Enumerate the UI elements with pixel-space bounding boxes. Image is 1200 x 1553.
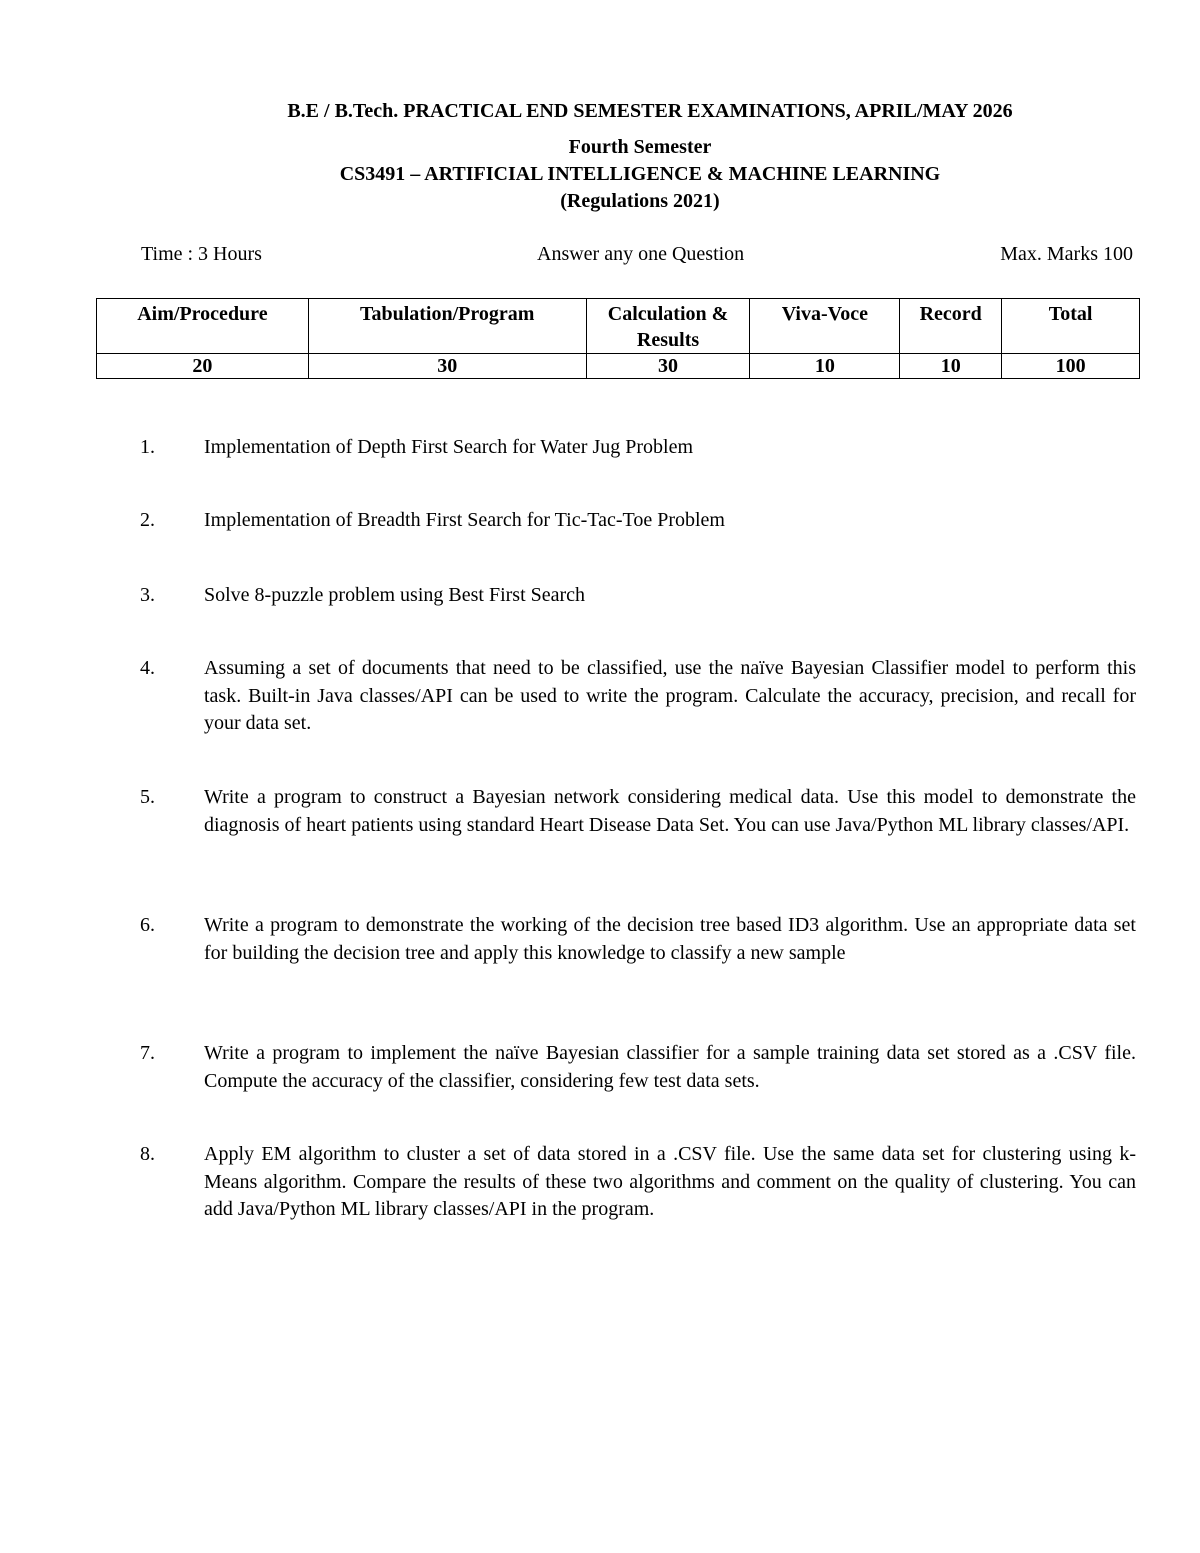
question-text: Write a program to implement the naïve Bayesian classifier for a sample training data set stored as a .CSV file. Compute the accuracy of the classifier, considering few test data sets. (204, 1042, 1136, 1092)
question-text: Solve 8-puzzle problem using Best First Search (204, 584, 586, 606)
course-heading: CS3491 – ARTIFICIAL INTELLIGENCE & MACHINE LEARNING (339, 163, 941, 185)
marks-header-cell: Viva-Voce (750, 299, 900, 354)
marks-value-cell: 20 (97, 354, 309, 379)
question-number: 7. (140, 1042, 155, 1064)
question-number: 1. (140, 436, 155, 458)
exam-duration: Time : 3 Hours (141, 243, 262, 265)
marks-header-row (97, 299, 1140, 354)
question-text: Assuming a set of documents that need to be classified, use the naïve Bayesian Classifier model to perform this task. Built-in Java classes/API can be used to write the program. Calculate the accuracy, precision, and recall for your data set. (204, 657, 1136, 734)
marks-header-cell: Aim/Procedure (97, 299, 309, 354)
marks-header-cell: Calculation & Results (586, 299, 750, 354)
marks-value-cell: 30 (586, 354, 750, 379)
question-text: Write a program to construct a Bayesian network considering medical data. Use this model to demonstrate the diagnosis of heart patients using standard Heart Disease Data Set. You can use Java/Python ML library classes/API. (204, 786, 1136, 836)
question-number: 8. (140, 1143, 155, 1165)
regulations-heading: (Regulations 2021) (560, 190, 720, 212)
marks-value-cell: 100 (1002, 354, 1140, 379)
question-number: 2. (140, 509, 155, 531)
marks-header-cell: Total (1002, 299, 1140, 354)
marks-header-cell: Tabulation/Program (308, 299, 586, 354)
question-text: Implementation of Breadth First Search for Tic-Tac-Toe Problem (204, 509, 725, 531)
marks-value-row (97, 354, 1140, 379)
question-number: 5. (140, 786, 155, 808)
exam-instruction: Answer any one Question (537, 243, 745, 265)
question-text: Apply EM algorithm to cluster a set of data stored in a .CSV file. Use the same data set for clustering using k-Means algorithm. Compare the results of these two algorithms and comment on the quality of clustering. You can add Java/Python ML library classes/API in the program. (204, 1143, 1136, 1220)
marks-distribution-table (96, 298, 1140, 379)
question-text: Implementation of Depth First Search for Water Jug Problem (204, 436, 694, 458)
marks-value-cell: 10 (900, 354, 1002, 379)
question-number: 6. (140, 914, 155, 936)
semester-heading: Fourth Semester (568, 136, 712, 158)
marks-value-cell: 10 (750, 354, 900, 379)
question-text: Write a program to demonstrate the working of the decision tree based ID3 algorithm. Use an appropriate data set for building the decision tree and apply this knowledge to classify a new sample (204, 914, 1136, 964)
max-marks: Max. Marks 100 (1000, 243, 1133, 265)
question-number: 4. (140, 657, 155, 679)
exam-title: B.E / B.Tech. PRACTICAL END SEMESTER EXAMINATIONS, APRIL/MAY 2026 (287, 100, 1013, 122)
marks-header-cell: Record (900, 299, 1002, 354)
marks-value-cell: 30 (308, 354, 586, 379)
question-number: 3. (140, 584, 155, 606)
